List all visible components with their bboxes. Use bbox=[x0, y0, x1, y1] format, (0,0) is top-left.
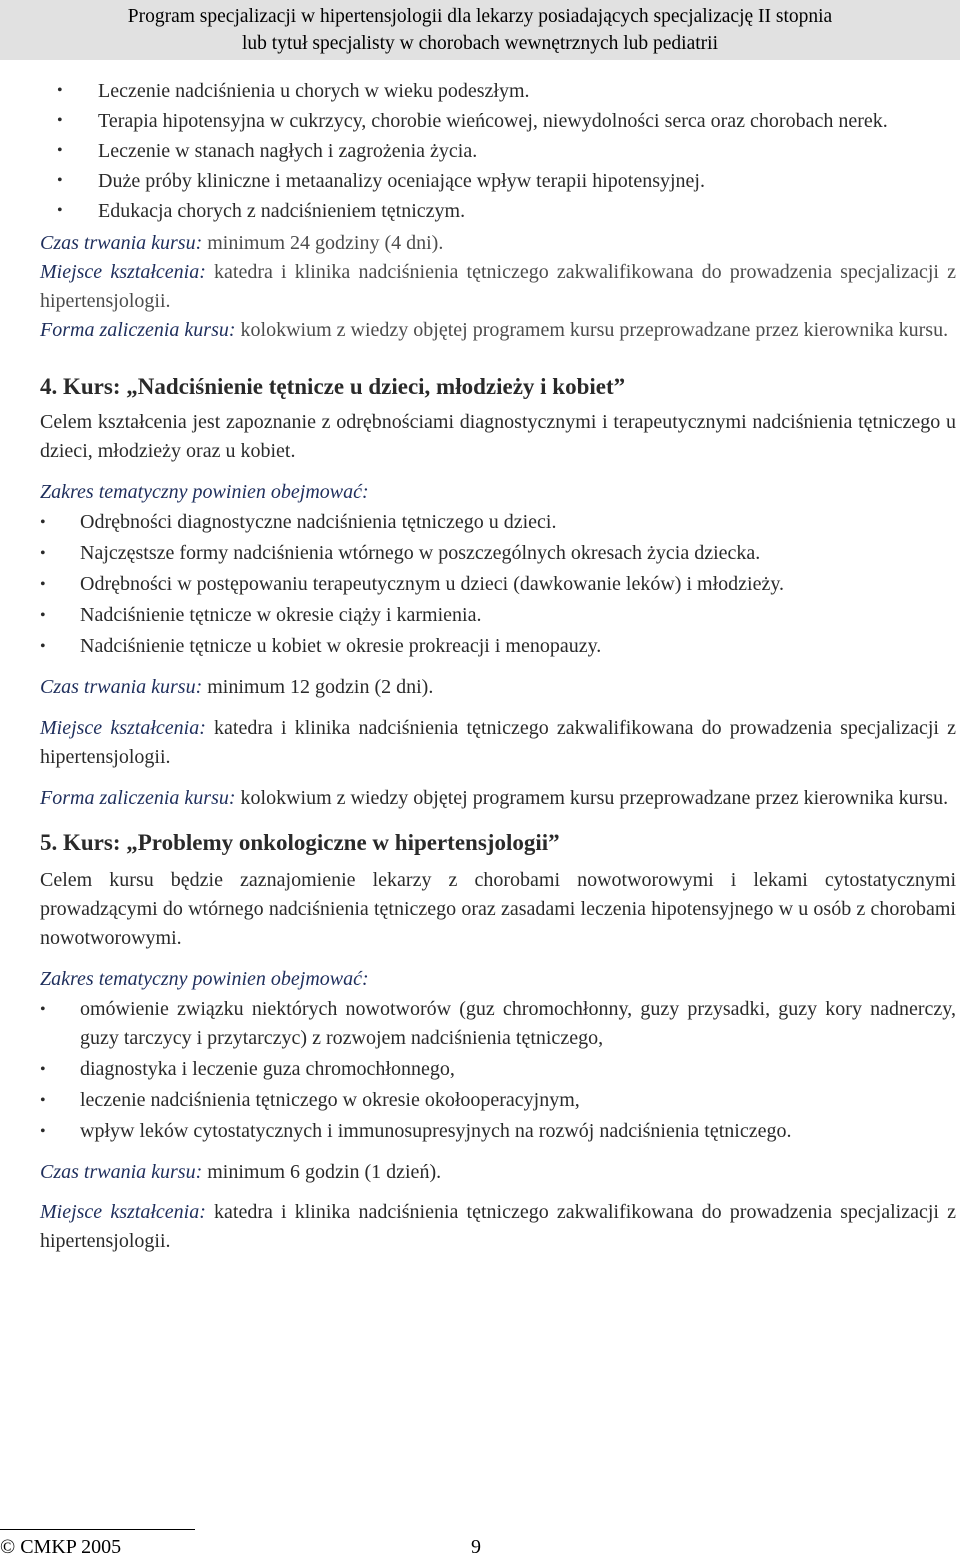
bullet-icon: • bbox=[40, 607, 46, 624]
course5-topic-list bbox=[40, 995, 956, 1146]
course5-goal: Celem kursu będzie zaznajomienie lekarzy z chorobami nowotworowymi i lekami cytostatycznymi prowadzącymi do wtórnego nadciśnienia tętniczego oraz zasadami leczenia hipotensyjnego w u osób z chorobami nowotworowymi. bbox=[40, 869, 956, 949]
list-item: • Nadciśnienie tętnicze u kobiet w okresie prokreacji i menopauzy. bbox=[40, 632, 956, 661]
list-item: • Odrębności diagnostyczne nadciśnienia tętniczego u dzieci. bbox=[40, 508, 956, 537]
course3-place: Miejsce kształcenia: katedra i klinika nadciśnienia tętniczego zakwalifikowana do prowadzenia specjalizacji z hipertensjologii. bbox=[40, 261, 956, 312]
bullet-icon: • bbox=[40, 638, 46, 655]
bullet-icon: • bbox=[57, 112, 63, 129]
bullet-icon: • bbox=[40, 1061, 46, 1078]
list-item: • omówienie związku niektórych nowotworów (guz chromochłonny, guzy przysadki, guzy kory nadnerczy, guzy tarczycy i przytarczyc) z rozwojem nadciśnienia tętniczego, bbox=[40, 995, 956, 1053]
course4-topic-list bbox=[40, 508, 956, 661]
page-header bbox=[0, 0, 960, 60]
course4-scope-label: Zakres tematyczny powinien obejmować: bbox=[40, 481, 369, 503]
course4-duration: Czas trwania kursu: minimum 12 godzin (2 dni). bbox=[40, 676, 434, 698]
list-item: • Duże próby kliniczne i metaanalizy oceniające wpływ terapii hipotensyjnej. bbox=[40, 166, 956, 196]
course4-heading: 4. Kurs: „Nadciśnienie tętnicze u dzieci, młodzieży i kobiet” bbox=[40, 374, 626, 399]
course4-form: Forma zaliczenia kursu: kolokwium z wiedzy objętej programem kursu przeprowadzane przez kierownika kursu. bbox=[40, 787, 949, 809]
list-item: • Leczenie w stanach nagłych i zagrożenia życia. bbox=[40, 136, 956, 166]
course5-duration: Czas trwania kursu: minimum 6 godzin (1 dzień). bbox=[40, 1161, 442, 1183]
bullet-icon: • bbox=[40, 1001, 46, 1018]
list-item: • Terapia hipotensyjna w cukrzycy, chorobie wieńcowej, niewydolności serca oraz chorobach nerek. bbox=[40, 106, 956, 136]
list-item: • Leczenie nadciśnienia u chorych w wieku podeszłym. bbox=[40, 76, 956, 106]
course4-place: Miejsce kształcenia: katedra i klinika nadciśnienia tętniczego zakwalifikowana do prowadzenia specjalizacji z hipertensjologii. bbox=[40, 717, 956, 768]
list-item: • leczenie nadciśnienia tętniczego w okresie okołooperacyjnym, bbox=[40, 1086, 956, 1115]
bullet-icon: • bbox=[40, 514, 46, 531]
course3-form: Forma zaliczenia kursu: kolokwium z wiedzy objętej programem kursu przeprowadzane przez kierownika kursu. bbox=[40, 319, 949, 341]
course5-place: Miejsce kształcenia: katedra i klinika nadciśnienia tętniczego zakwalifikowana do prowadzenia specjalizacji z hipertensjologii. bbox=[40, 1201, 956, 1252]
course5-heading: 5. Kurs: „Problemy onkologiczne w hipertensjologii” bbox=[40, 830, 560, 855]
bullet-icon: • bbox=[40, 1123, 46, 1140]
bullet-icon: • bbox=[57, 172, 63, 189]
bullet-icon: • bbox=[40, 545, 46, 562]
intro-topic-list bbox=[40, 76, 956, 226]
footer-divider bbox=[0, 1529, 195, 1530]
list-item: • Nadciśnienie tętnicze w okresie ciąży i karmienia. bbox=[40, 601, 956, 630]
footer-copyright: © CMKP 2005 bbox=[0, 1536, 122, 1558]
course3-duration: Czas trwania kursu: minimum 24 godziny (4 dni). bbox=[40, 232, 444, 254]
bullet-icon: • bbox=[40, 576, 46, 593]
bullet-icon: • bbox=[40, 1092, 46, 1109]
document-body bbox=[40, 76, 956, 1256]
page-number: 9 bbox=[471, 1536, 481, 1558]
header-line-1: Program specjalizacji w hipertensjologii dla lekarzy posiadających specjalizację II stopnia bbox=[127, 6, 833, 27]
list-item: • wpływ leków cytostatycznych i immunosupresyjnych na rozwój nadciśnienia tętniczego. bbox=[40, 1117, 956, 1146]
bullet-icon: • bbox=[57, 202, 63, 219]
list-item: • diagnostyka i leczenie guza chromochłonnego, bbox=[40, 1055, 956, 1084]
bullet-icon: • bbox=[57, 142, 63, 159]
list-item: • Edukacja chorych z nadciśnieniem tętniczym. bbox=[40, 196, 956, 226]
header-line-2: lub tytuł specjalisty w chorobach wewnętrznych lub pediatrii bbox=[242, 33, 718, 54]
list-item: • Odrębności w postępowaniu terapeutycznym u dzieci (dawkowanie leków) i młodzieży. bbox=[40, 570, 956, 599]
course4-goal: Celem kształcenia jest zapoznanie z odrębnościami diagnostycznymi i terapeutycznymi nadciśnienia tętniczego u dzieci, młodzieży oraz u kobiet. bbox=[40, 411, 956, 462]
bullet-icon: • bbox=[57, 82, 63, 99]
course5-scope-label: Zakres tematyczny powinien obejmować: bbox=[40, 968, 369, 990]
list-item: • Najczęstsze formy nadciśnienia wtórnego w poszczególnych okresach życia dziecka. bbox=[40, 539, 956, 568]
